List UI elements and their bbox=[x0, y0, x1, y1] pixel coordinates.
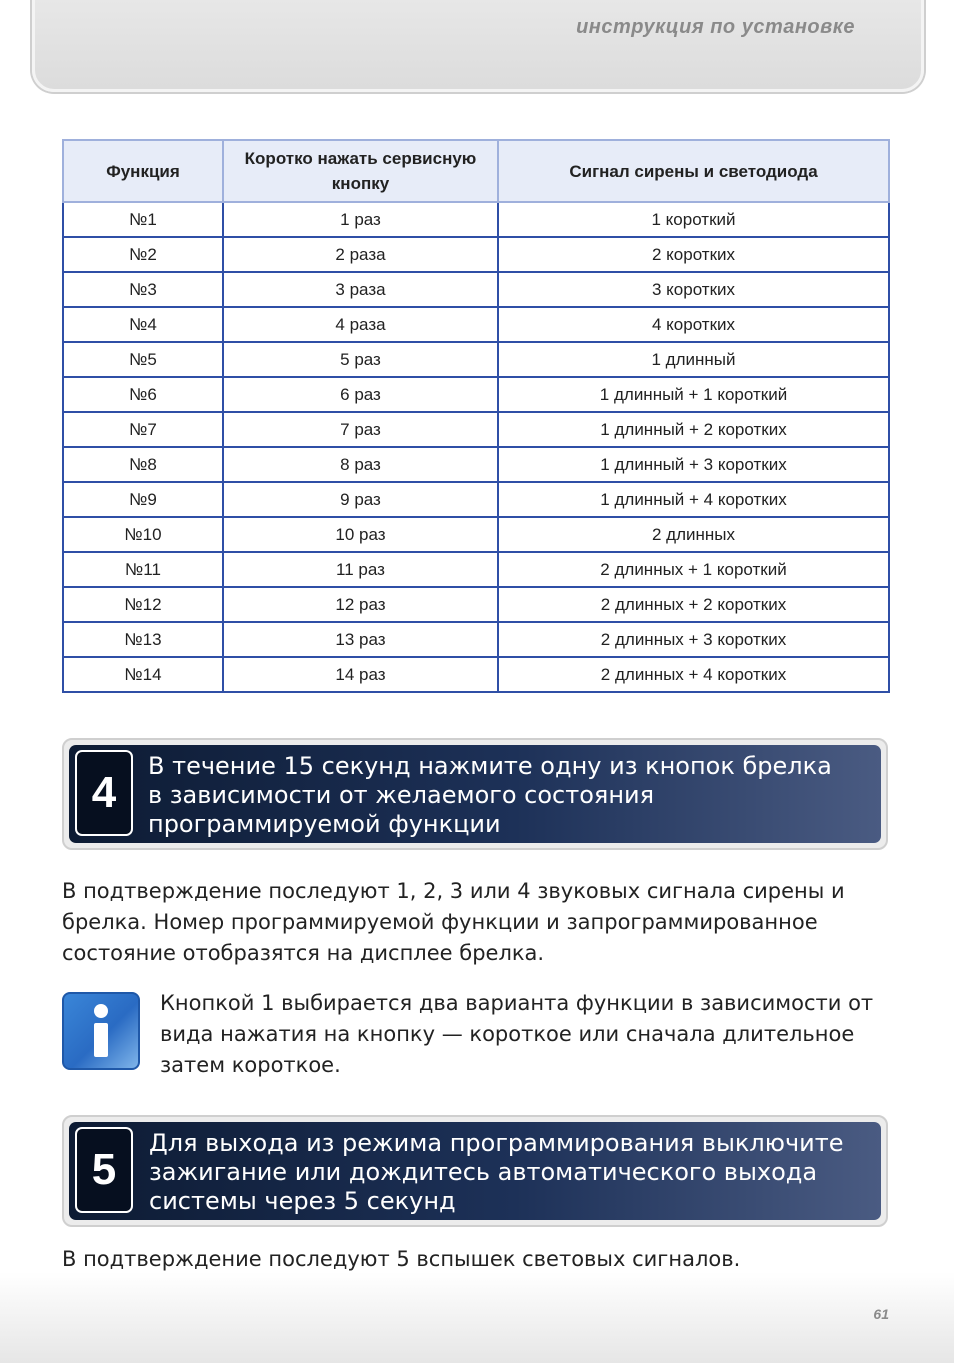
cell-function: №11 bbox=[63, 552, 223, 587]
cell-signal: 1 длинный + 1 короткий bbox=[498, 377, 889, 412]
step-5-line: Для выхода из режима программирования выключите bbox=[149, 1129, 844, 1157]
info-icon bbox=[62, 992, 140, 1070]
info-glyph bbox=[81, 1001, 121, 1061]
cell-signal: 3 коротких bbox=[498, 272, 889, 307]
step-5-text bbox=[149, 1129, 861, 1216]
cell-function: №13 bbox=[63, 622, 223, 657]
footer-band bbox=[0, 1272, 954, 1363]
table-row bbox=[63, 377, 889, 412]
table-row bbox=[63, 307, 889, 342]
step-4-number: 4 bbox=[75, 750, 133, 836]
cell-function: №2 bbox=[63, 237, 223, 272]
cell-press: 6 раз bbox=[223, 377, 498, 412]
table-row bbox=[63, 447, 889, 482]
info-note-line: Кнопкой 1 выбирается два варианта функции в зависимости от bbox=[160, 991, 874, 1015]
cell-press: 5 раз bbox=[223, 342, 498, 377]
cell-press: 13 раз bbox=[223, 622, 498, 657]
header-band bbox=[32, 0, 924, 92]
paragraph-line: В подтверждение последуют 1, 2, 3 или 4 звуковых сигнала сирены и bbox=[62, 879, 845, 903]
column-header-press bbox=[223, 140, 498, 202]
paragraph-line: состояние отобразятся на дисплее брелка. bbox=[62, 941, 545, 965]
step-4-text bbox=[148, 752, 861, 839]
cell-function: №12 bbox=[63, 587, 223, 622]
page-number: 61 bbox=[873, 1306, 889, 1322]
cell-press: 9 раз bbox=[223, 482, 498, 517]
cell-function: №3 bbox=[63, 272, 223, 307]
table-row bbox=[63, 622, 889, 657]
function-table bbox=[62, 139, 890, 693]
cell-signal: 1 длинный + 3 коротких bbox=[498, 447, 889, 482]
final-paragraph: В подтверждение последуют 5 вспышек световых сигналов. bbox=[62, 1247, 741, 1271]
cell-signal: 2 длинных + 1 короткий bbox=[498, 552, 889, 587]
cell-signal: 2 коротких bbox=[498, 237, 889, 272]
cell-signal: 4 коротких bbox=[498, 307, 889, 342]
cell-function: №4 bbox=[63, 307, 223, 342]
cell-press: 2 раза bbox=[223, 237, 498, 272]
cell-press: 8 раз bbox=[223, 447, 498, 482]
cell-signal: 1 длинный bbox=[498, 342, 889, 377]
step-5-line: системы через 5 секунд bbox=[149, 1187, 456, 1215]
cell-signal: 1 короткий bbox=[498, 202, 889, 237]
header-title: инструкция по установке bbox=[576, 16, 855, 38]
cell-function: №14 bbox=[63, 657, 223, 692]
cell-press: 11 раз bbox=[223, 552, 498, 587]
table-row bbox=[63, 517, 889, 552]
step-5-panel bbox=[69, 1122, 881, 1220]
table-row bbox=[63, 342, 889, 377]
cell-signal: 2 длинных bbox=[498, 517, 889, 552]
cell-signal: 2 длинных + 2 коротких bbox=[498, 587, 889, 622]
info-note-line: вида нажатия на кнопку — короткое или сначала длительное bbox=[160, 1022, 855, 1046]
confirmation-paragraph bbox=[62, 876, 845, 969]
cell-signal: 2 длинных + 3 коротких bbox=[498, 622, 889, 657]
column-header-function: Функция bbox=[63, 140, 223, 202]
cell-function: №5 bbox=[63, 342, 223, 377]
cell-function: №1 bbox=[63, 202, 223, 237]
cell-function: №7 bbox=[63, 412, 223, 447]
step-4-line: в зависимости от желаемого состояния bbox=[148, 781, 655, 809]
step-4-panel bbox=[69, 745, 881, 843]
cell-signal: 2 длинных + 4 коротких bbox=[498, 657, 889, 692]
step-4-banner bbox=[62, 738, 888, 850]
table-row bbox=[63, 482, 889, 517]
cell-press: 10 раз bbox=[223, 517, 498, 552]
cell-function: №8 bbox=[63, 447, 223, 482]
cell-function: №9 bbox=[63, 482, 223, 517]
step-4-line: программируемой функции bbox=[148, 810, 501, 838]
table-row bbox=[63, 587, 889, 622]
cell-signal: 1 длинный + 2 коротких bbox=[498, 412, 889, 447]
cell-press: 3 раза bbox=[223, 272, 498, 307]
table-row bbox=[63, 202, 889, 237]
cell-press: 1 раз bbox=[223, 202, 498, 237]
cell-press: 4 раза bbox=[223, 307, 498, 342]
table-header-row bbox=[63, 140, 889, 202]
step-5-number: 5 bbox=[75, 1127, 133, 1213]
step-5-banner bbox=[62, 1115, 888, 1227]
info-note bbox=[160, 988, 873, 1081]
cell-press: 12 раз bbox=[223, 587, 498, 622]
cell-signal: 1 длинный + 4 коротких bbox=[498, 482, 889, 517]
cell-press: 7 раз bbox=[223, 412, 498, 447]
cell-press: 14 раз bbox=[223, 657, 498, 692]
step-4-line: В течение 15 секунд нажмите одну из кнопок брелка bbox=[148, 752, 832, 780]
info-note-line: затем короткое. bbox=[160, 1053, 341, 1077]
column-header-press-text: Коротко нажать сервисную кнопку bbox=[244, 149, 477, 193]
cell-function: №6 bbox=[63, 377, 223, 412]
step-5-line: зажигание или дождитесь автоматического выхода bbox=[149, 1158, 818, 1186]
paragraph-line: брелка. Номер программируемой функции и запрограммированное bbox=[62, 910, 818, 934]
column-header-signal: Сигнал сирены и светодиода bbox=[498, 140, 889, 202]
cell-function: №10 bbox=[63, 517, 223, 552]
table-row bbox=[63, 412, 889, 447]
table-row bbox=[63, 272, 889, 307]
table-row bbox=[63, 657, 889, 692]
table-row bbox=[63, 237, 889, 272]
table-row bbox=[63, 552, 889, 587]
